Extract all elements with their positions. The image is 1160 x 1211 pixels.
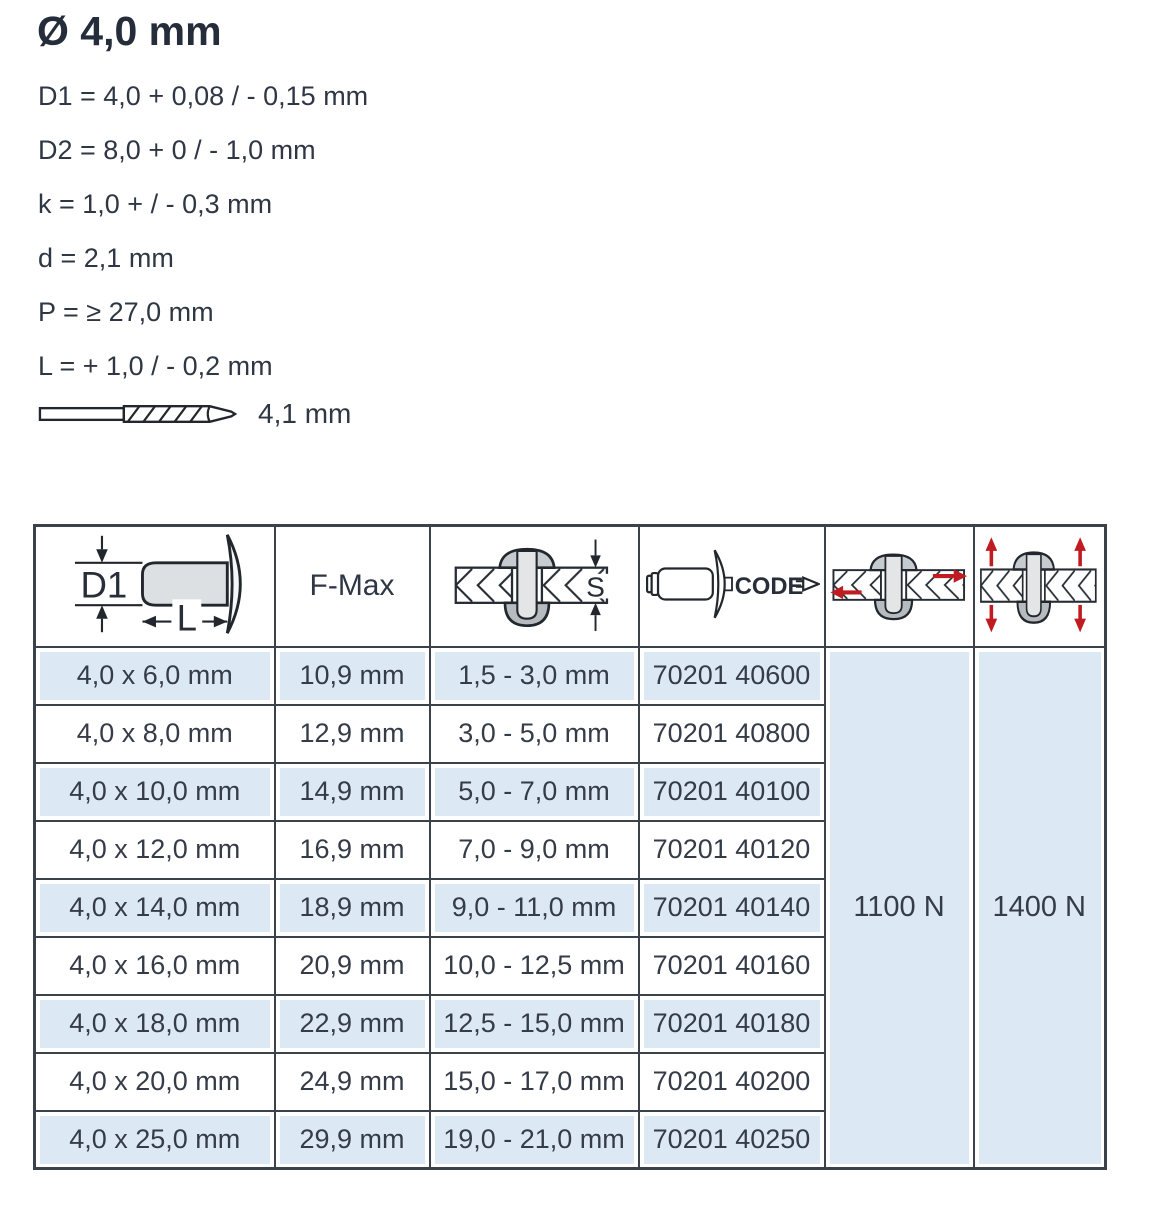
grip-range-icon	[449, 529, 619, 638]
rivet-spec-table	[33, 524, 1107, 1170]
spec-line-d: d = 2,1 mm	[38, 243, 174, 273]
fmax-header-label: F-Max	[309, 569, 395, 603]
grip-cell: 15,0 - 17,0 mm	[430, 1053, 639, 1111]
grip-cell: 7,0 - 9,0 mm	[430, 821, 639, 879]
drill-size-row	[38, 398, 351, 430]
code-cell: 70201 40100	[639, 763, 825, 821]
spec-line-p: P = ≥ 27,0 mm	[38, 297, 214, 327]
size-cell: 4,0 x 14,0 mm	[35, 879, 275, 937]
spec-line-d1: D1 = 4,0 + 0,08 / - 0,15 mm	[38, 81, 369, 111]
code-label: CODE	[734, 573, 803, 600]
fmax-cell: 22,9 mm	[275, 995, 430, 1053]
shear-strength-header	[825, 526, 974, 647]
header-row	[35, 526, 1106, 647]
rivet-dimensions-header	[35, 526, 275, 647]
code-cell: 70201 40160	[639, 937, 825, 995]
tensile-strength-header	[974, 526, 1106, 647]
shear-strength-value: 1100 N	[825, 647, 974, 1169]
fmax-cell: 14,9 mm	[275, 763, 430, 821]
shear-load-icon	[829, 536, 970, 631]
size-cell: 4,0 x 20,0 mm	[35, 1053, 275, 1111]
spec-line-l: L = + 1,0 / - 0,2 mm	[38, 351, 273, 381]
size-cell: 4,0 x 18,0 mm	[35, 995, 275, 1053]
fmax-cell: 20,9 mm	[275, 937, 430, 995]
grip-cell: 9,0 - 11,0 mm	[430, 879, 639, 937]
size-cell: 4,0 x 8,0 mm	[35, 705, 275, 763]
table-row	[35, 647, 1106, 705]
tensile-load-icon	[977, 534, 1101, 634]
code-cell: 70201 40250	[639, 1111, 825, 1169]
code-cell: 70201 40800	[639, 705, 825, 763]
fmax-cell: 29,9 mm	[275, 1111, 430, 1169]
grip-cell: 19,0 - 21,0 mm	[430, 1111, 639, 1169]
code-cell: 70201 40180	[639, 995, 825, 1053]
grip-cell: 10,0 - 12,5 mm	[430, 937, 639, 995]
spec-line-k: k = 1,0 + / - 0,3 mm	[38, 189, 273, 219]
grip-cell: 5,0 - 7,0 mm	[430, 763, 639, 821]
grip-cell: 1,5 - 3,0 mm	[430, 647, 639, 705]
l-label: L	[176, 597, 197, 638]
grip-cell: 12,5 - 15,0 mm	[430, 995, 639, 1053]
code-header	[639, 526, 825, 647]
fmax-cell: 10,9 mm	[275, 647, 430, 705]
rivet-code-icon	[644, 542, 820, 626]
code-cell: 70201 40120	[639, 821, 825, 879]
page-title: Ø 4,0 mm	[37, 8, 222, 54]
size-cell: 4,0 x 16,0 mm	[35, 937, 275, 995]
spec-line-d2: D2 = 8,0 + 0 / - 1,0 mm	[38, 135, 316, 165]
size-cell: 4,0 x 25,0 mm	[35, 1111, 275, 1169]
size-cell: 4,0 x 12,0 mm	[35, 821, 275, 879]
grip-range-header	[430, 526, 639, 647]
code-cell: 70201 40200	[639, 1053, 825, 1111]
size-cell: 4,0 x 10,0 mm	[35, 763, 275, 821]
fmax-cell: 24,9 mm	[275, 1053, 430, 1111]
tensile-strength-value: 1400 N	[974, 647, 1106, 1169]
code-cell: 70201 40140	[639, 879, 825, 937]
fmax-cell: 18,9 mm	[275, 879, 430, 937]
drill-bit-icon	[38, 399, 238, 429]
d1-label: D1	[80, 564, 128, 606]
spec-list	[38, 69, 368, 393]
size-cell: 4,0 x 6,0 mm	[35, 647, 275, 705]
rivet-side-view-icon	[48, 530, 262, 638]
s-label: S	[586, 571, 605, 603]
fmax-cell: 16,9 mm	[275, 821, 430, 879]
drill-diameter-label: 4,1 mm	[258, 398, 352, 429]
fmax-header	[275, 526, 430, 647]
code-cell: 70201 40600	[639, 647, 825, 705]
grip-cell: 3,0 - 5,0 mm	[430, 705, 639, 763]
fmax-cell: 12,9 mm	[275, 705, 430, 763]
